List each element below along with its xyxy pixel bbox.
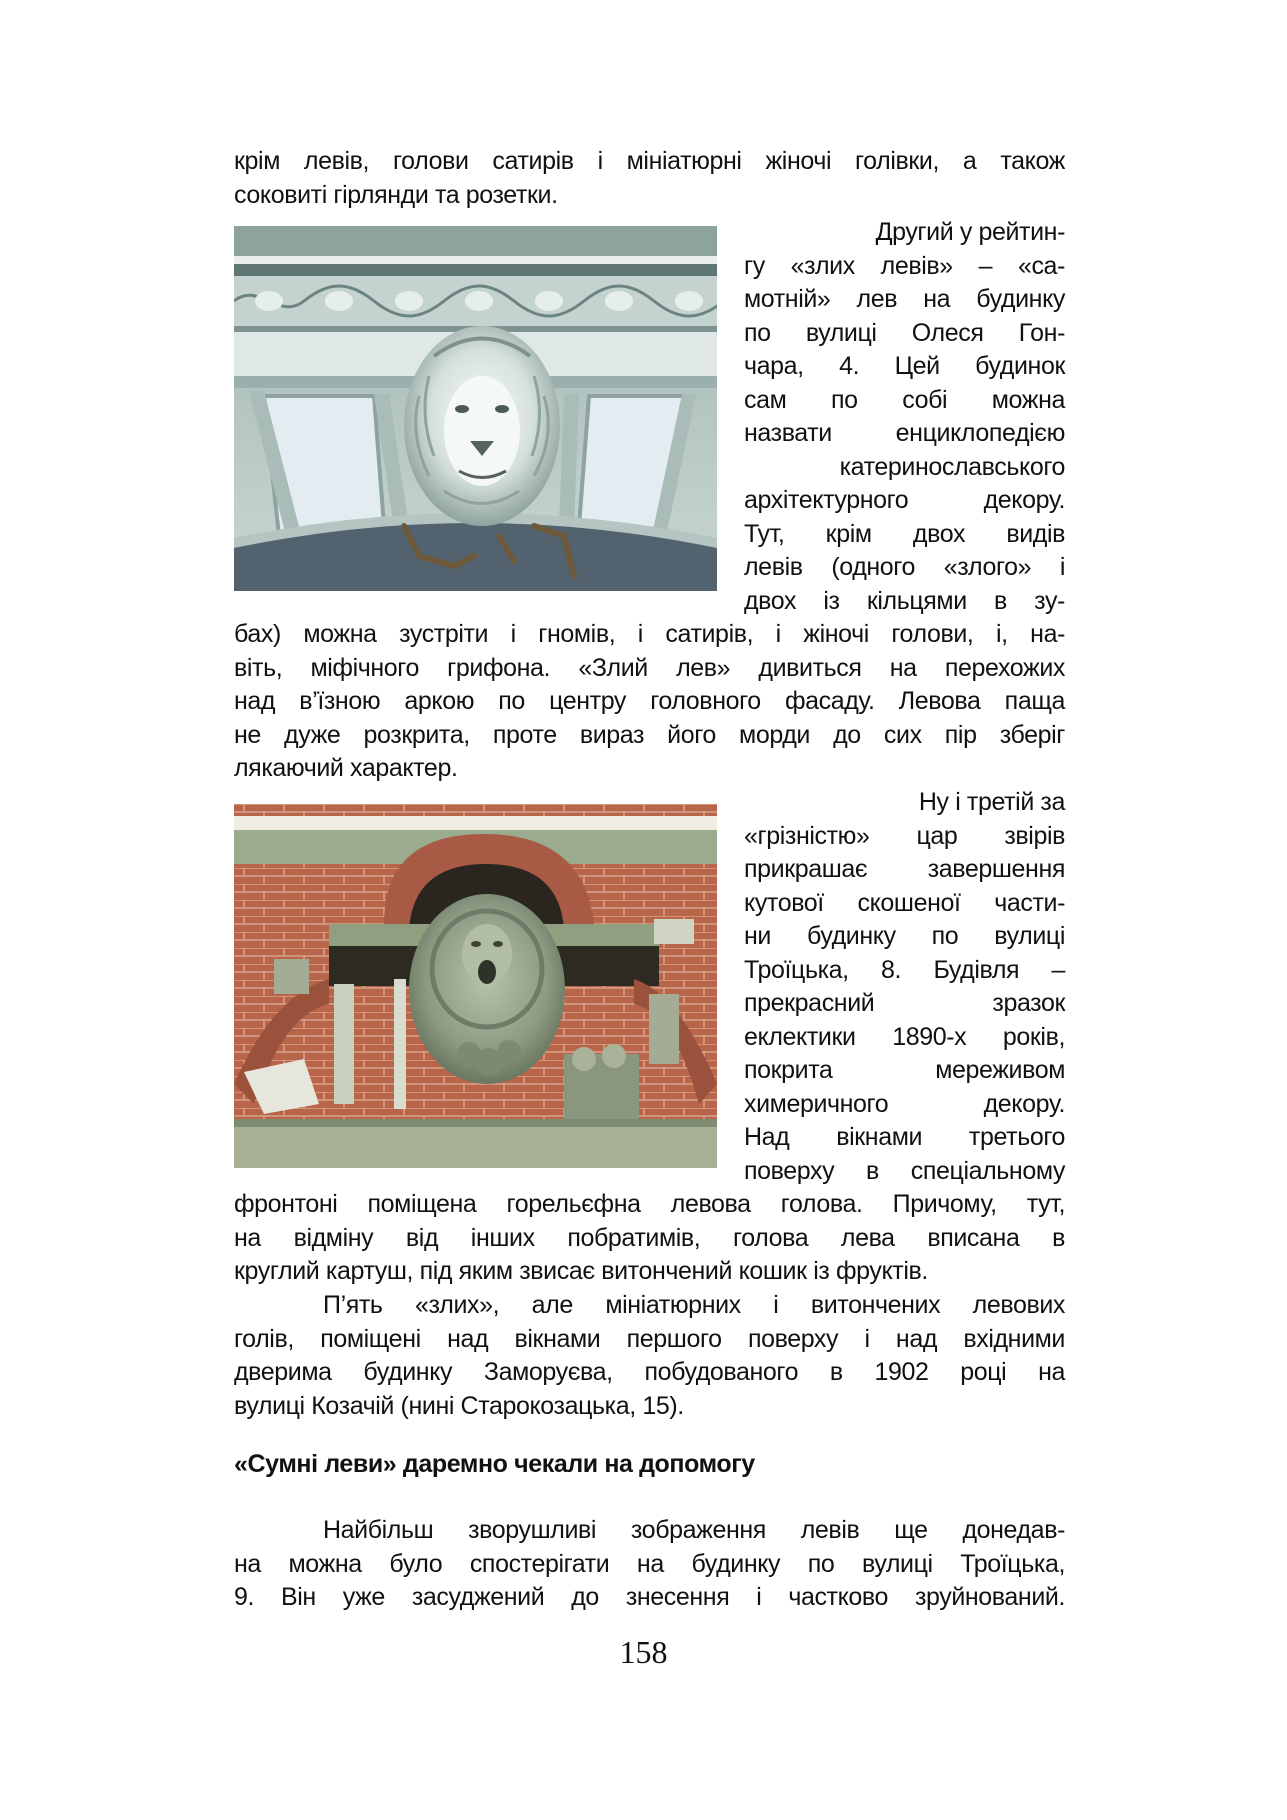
- text-line: кутової скошеної части-: [744, 888, 1065, 917]
- text-line: еклектики 1890-х років,: [744, 1022, 1065, 1051]
- text-line: Троїцька, 8. Будівля –: [744, 955, 1065, 984]
- text-line: 9. Він уже засуджений до знесення і частково зруйнований.: [234, 1583, 1065, 1611]
- text-line: левів (одного «злого» і: [744, 553, 1065, 581]
- text-line: крім левів, голови сатирів і мініатюрні жіночі голівки, а також: [234, 147, 1065, 175]
- text-line: по вулиці Олеся Гон-: [744, 318, 1065, 347]
- text-line: Другий у рейтин-: [875, 218, 1065, 246]
- page-number: 158: [619, 1634, 668, 1670]
- text-line: на можна було спостерігати на будинку по вулиці Троїцька,: [234, 1549, 1065, 1578]
- text-line: П’ять «злих», але мініатюрних і витончених левових: [323, 1291, 1065, 1319]
- text-line: «грізністю» цар звірів: [744, 821, 1065, 850]
- text-line: лякаючий характер.: [234, 754, 458, 782]
- text-line: не дуже розкрита, проте вираз його морди до сих пір зберіг: [234, 720, 1065, 749]
- text-line: химеричного декору.: [744, 1089, 1065, 1118]
- text-line: Найбільш зворушливі зображення левів ще донедав-: [323, 1516, 1065, 1544]
- text-line: круглий картуш, під яким звисає витончений кошик із фруктів.: [234, 1257, 928, 1285]
- text-line: чара, 4. Цей будинок: [744, 352, 1065, 380]
- text-line: покрита мереживом: [744, 1056, 1065, 1084]
- text-line: архітектурного декору.: [744, 486, 1065, 514]
- photo-lion-white-facade: [234, 226, 717, 591]
- text-line: бах) можна зустріти і гномів, і сатирів, і жіночі голови, і, на-: [234, 620, 1065, 648]
- text-line: дверима будинку Заморуєва, побудованого в 1902 році на: [234, 1358, 1065, 1386]
- photo-lion-brick-cartouche: [234, 804, 717, 1168]
- text-line: двох із кільцями в зу-: [744, 586, 1065, 615]
- text-line: над в’їзною аркою по центру головного фасаду. Левова паща: [234, 687, 1065, 715]
- text-line: ни будинку по вулиці: [744, 922, 1065, 950]
- text-line: мотній» лев на будинку: [744, 285, 1065, 313]
- text-line: Ну і третій за: [918, 788, 1065, 816]
- text-line: Над вікнами третього: [744, 1123, 1065, 1151]
- text-line: віть, міфічного грифона. «Злий лев» дивиться на перехожих: [234, 653, 1065, 682]
- section-heading: «Сумні леви» даремно чекали на допомогу: [234, 1450, 755, 1478]
- text-line: соковиті гірлянди та розетки.: [234, 181, 558, 209]
- text-line: гу «злих левів» – «са-: [744, 251, 1065, 280]
- text-line: назвати енциклопедією: [744, 419, 1065, 447]
- text-line: Тут, крім двох видів: [744, 519, 1065, 548]
- text-line: поверху в спеціальному: [744, 1156, 1065, 1185]
- text-line: на відміну від інших побратимів, голова лева вписана в: [234, 1223, 1065, 1252]
- text-line: катеринославського: [839, 452, 1065, 481]
- text-line: прекрасний зразок: [744, 989, 1065, 1017]
- text-line: сам по собі можна: [744, 385, 1065, 414]
- text-line: прикрашає завершення: [744, 855, 1065, 883]
- text-line: фронтоні поміщена горельєфна левова голова. Причому, тут,: [234, 1190, 1065, 1218]
- text-line: голів, поміщені над вікнами першого поверху і над вхідними: [234, 1324, 1065, 1353]
- text-line: вулиці Козачій (нині Старокозацька, 15).: [234, 1391, 684, 1420]
